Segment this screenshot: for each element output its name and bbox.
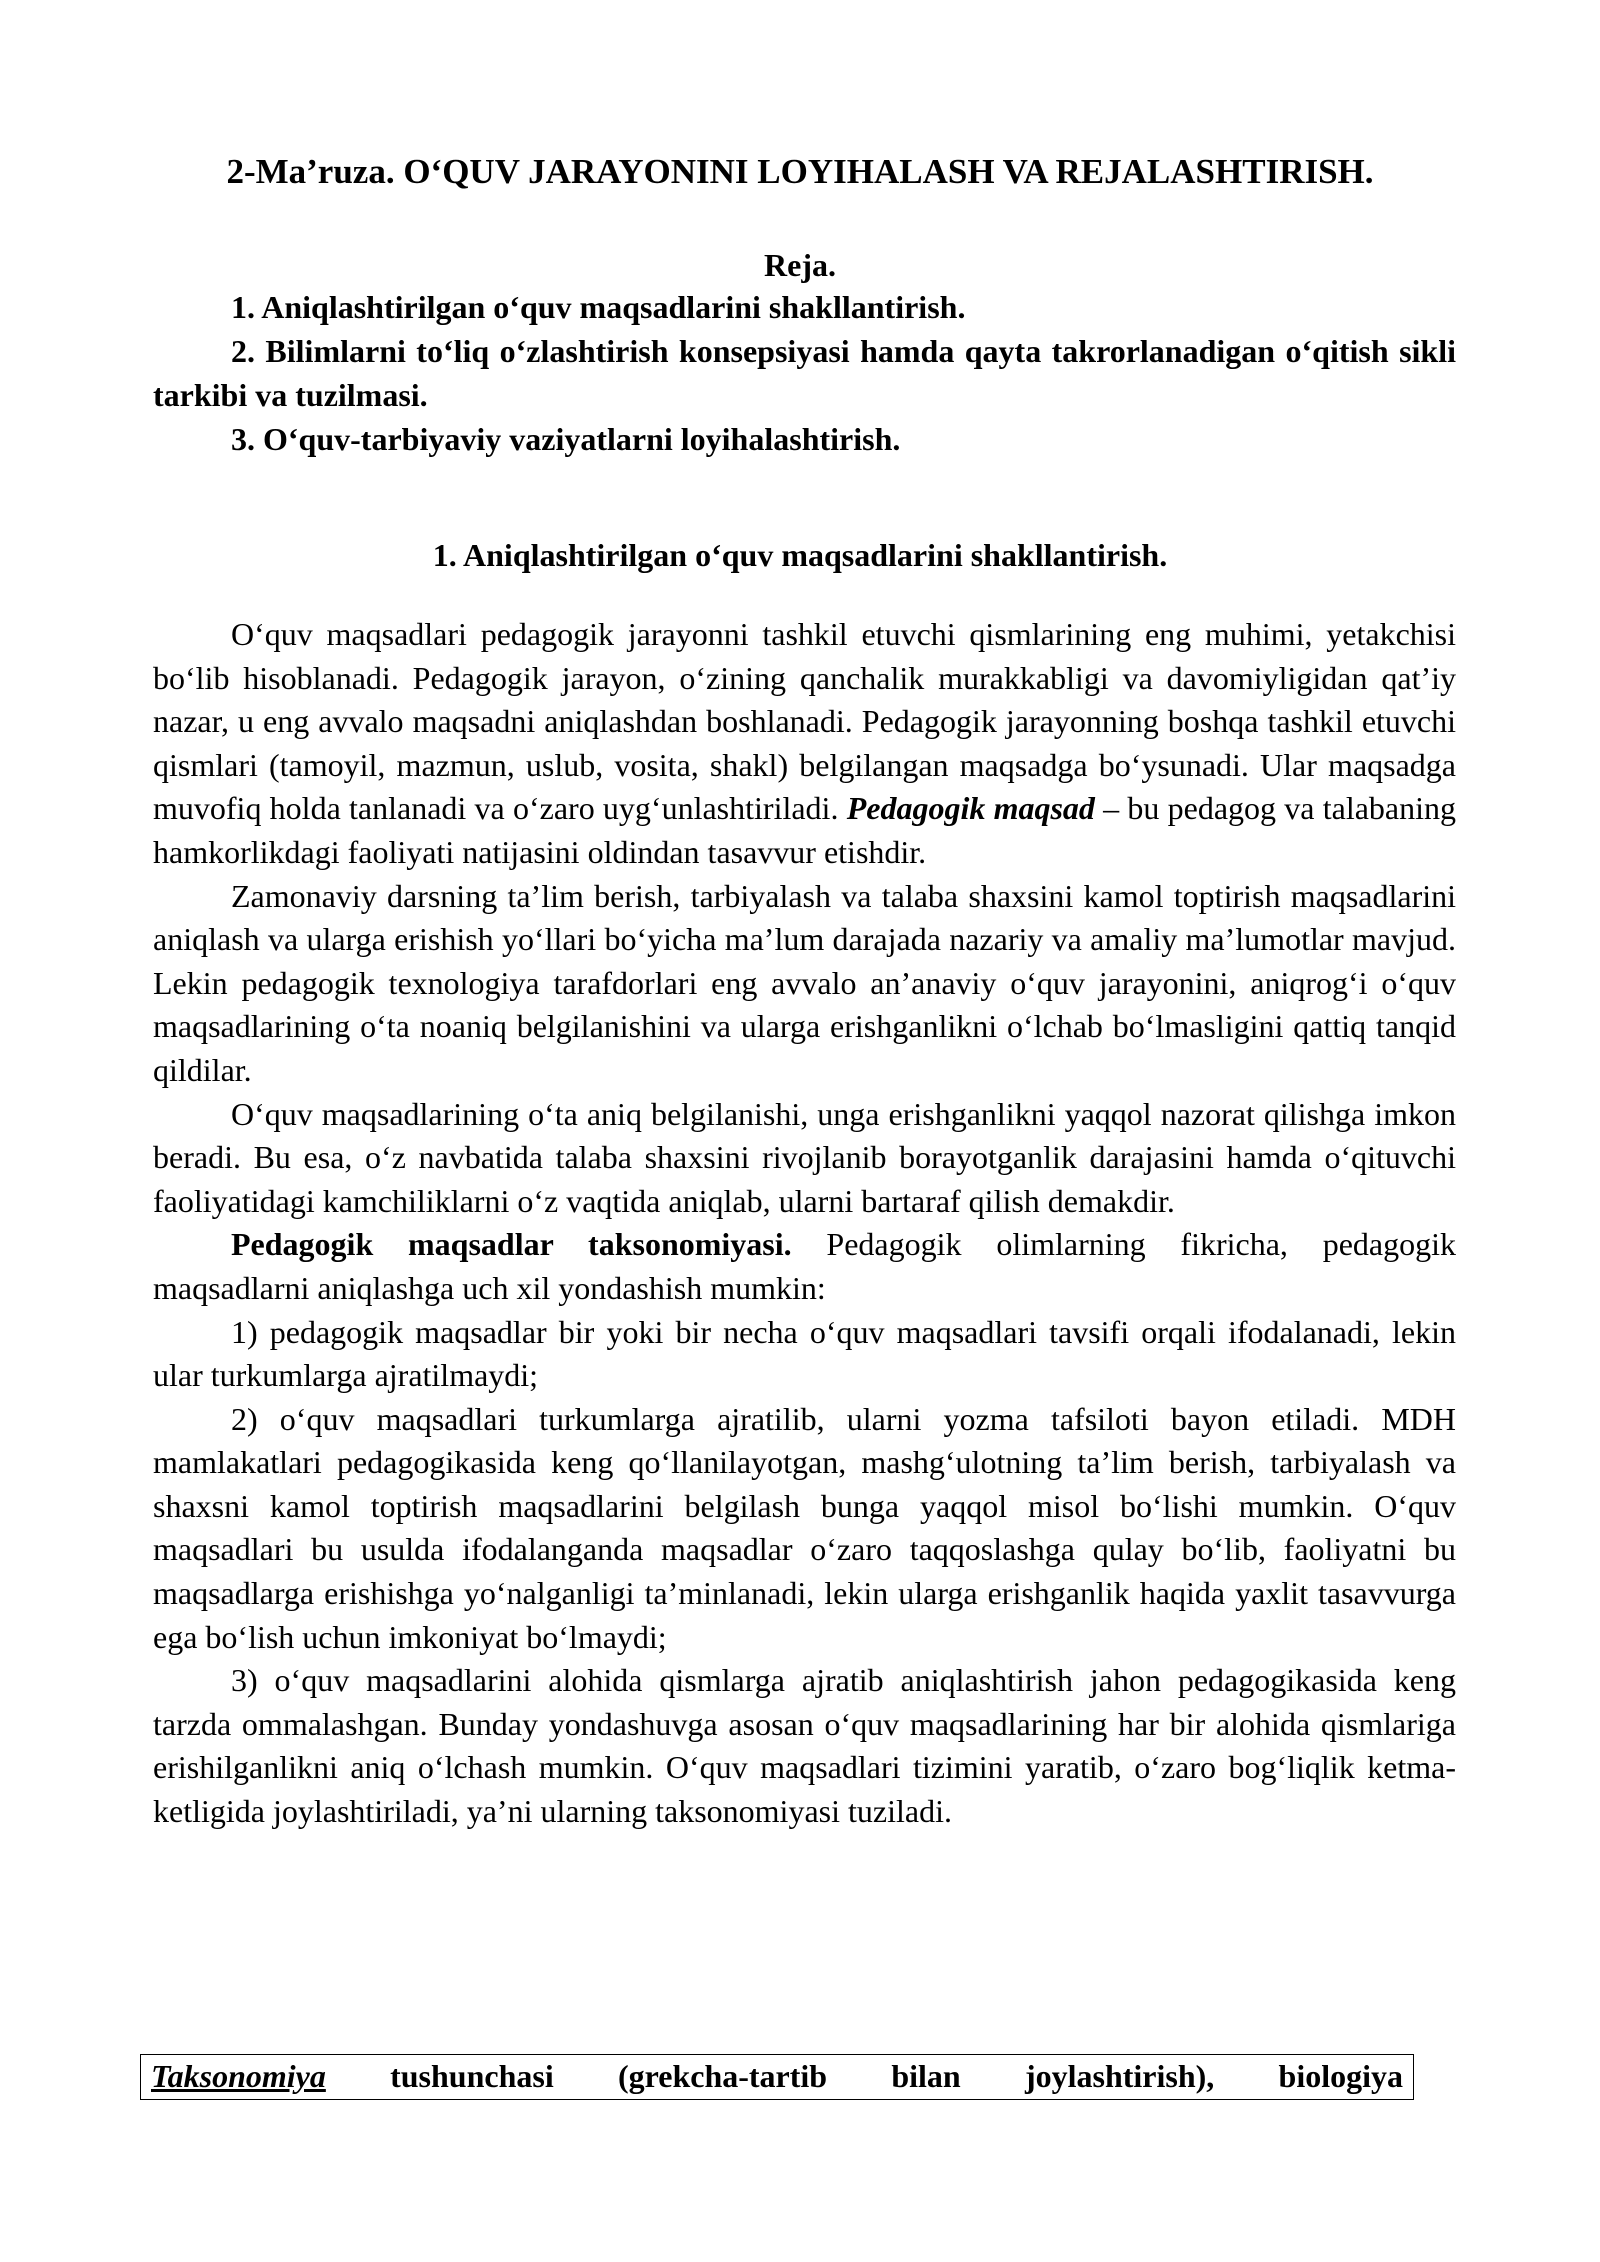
paragraph bbox=[153, 613, 1456, 875]
plan-item: 2. Bilimlarni to‘liq o‘zlashtirish konsepsiyasi hamda qayta takrorlanadigan o‘qitish sikli tarkibi va tuzilmasi. bbox=[153, 333, 1456, 413]
lecture-title: 2-Ma’ruza. O‘QUV JARAYONINI LOYIHALASH VA REJALASHTIRISH. bbox=[226, 152, 1374, 191]
plan-heading: Reja. bbox=[764, 247, 836, 283]
paragraph: 1) pedagogik maqsadlar bir yoki bir necha o‘quv maqsadlari tavsifi orqali ifodalanadi, lekin ular turkumlarga ajratilmaydi; bbox=[153, 1313, 1456, 1394]
boxed-definition bbox=[140, 2054, 1414, 2100]
plan-item: 1. Aniqlashtirilgan o‘quv maqsadlarini shakllantirish. bbox=[231, 289, 966, 325]
term-taksonomiya: Taksonomiya bbox=[151, 2058, 326, 2094]
plan-item: 3. O‘quv-tarbiyaviy vaziyatlarni loyihalashtirish. bbox=[231, 421, 901, 457]
paragraph bbox=[153, 1223, 1456, 1310]
paragraph: Zamonaviy darsning ta’lim berish, tarbiyalash va talaba shaxsini kamol toptirish maqsadlarini aniqlash va ularga erishish yo‘llari bo‘yicha ma’lum darajada nazariy va amaliy ma’lumotlar mavjud. Lekin pedagogik texnologiya tarafdorlari eng avvalo an’anaviy o‘quv jarayonini, aniqrog‘i o‘quv maqsadlarining o‘ta noaniq belgilanishini va ularga erishganlikni o‘lchab bo‘lmasligini qattiq tanqid qildilar. bbox=[153, 877, 1456, 1088]
paragraph-text: O‘quv maqsadlari pedagogik jarayonni tashkil etuvchi qismlarining eng muhimi, yetakchisi bo‘lib hisoblanadi. Pedagogik jarayon, o‘zining qanchalik murakkabligi va davomiyligidan qat’iy nazar, u eng avvalo maqsadni aniqlashdan boshlanadi. Pedagogik jarayonning boshqa tashkil etuvchi qismlari (tamoyil, mazmun, uslub, vosita, shakl) belgilangan maqsadga bo‘ysunadi. Ular maqsadga muvofiq holda tanlanadi va o‘zaro uyg‘unlashtiriladi. bbox=[153, 616, 1456, 827]
paragraph-text: Pedagogik olimlarning fikricha, pedagogik maqsadlarni aniqlashga uch xil yondashish mumkin: bbox=[153, 1226, 1457, 1306]
section-heading: 1. Aniqlashtirilgan o‘quv maqsadlarini shakllantirish. bbox=[432, 537, 1168, 573]
paragraph: 2) o‘quv maqsadlari turkumlarga ajratilib, ularni yozma tafsiloti bayon etiladi. MDH mamlakatlari pedagogikasida keng qo‘llanilayotgan, mashg‘ulotning ta’lim berish, tarbiyalash va shaxsni kamol toptirish maqsadlarini belgilash bunga yaqqol misol bo‘lishi mumkin. O‘quv maqsadlari bu usulda ifodalanganda maqsadlar o‘zaro taqqoslashga qulay bo‘lib, faoliyatni bu maqsadlarga erishishga yo‘nalganligi ta’minlanadi, lekin ularga erishganlik haqida yaxlit tasavvurga ega bo‘lish uchun imkoniyat bo‘lmaydi; bbox=[153, 1400, 1456, 1655]
paragraph-text: – bu pedagog va talabaning hamkorlikdagi faoliyati natijasini oldindan tasavvur etishdir. bbox=[153, 790, 1457, 870]
paragraph: O‘quv maqsadlarining o‘ta aniq belgilanishi, unga erishganlikni yaqqol nazorat qilishga imkon beradi. Bu esa, o‘z navbatida talaba shaxsini rivojlanib borayotganlik darajasini hamda o‘qituvchi faoliyatidagi kamchiliklarni o‘z vaqtida aniqlab, ularni bartaraf qilish demakdir. bbox=[153, 1095, 1456, 1219]
section-body bbox=[153, 613, 1456, 1834]
boxed-text: tushunchasi (grekcha-tartib bilan joylashtirish), biologiya bbox=[325, 2058, 1403, 2094]
paragraph: 3) o‘quv maqsadlarini alohida qismlarga ajratib aniqlashtirish jahon pedagogikasida keng tarzda ommalashgan. Bunday yondashuvga asosan o‘quv maqsadlarining har bir alohida qismlariga erishilganlikni aniq o‘lchash mumkin. O‘quv maqsadlari tizimini yaratib, o‘zaro bog‘liqlik ketma-ketligida joylashtiriladi, ya’ni ularning taksonomiyasi tuziladi. bbox=[153, 1662, 1456, 1830]
term-taksonomiya-heading: Pedagogik maqsadlar taksonomiyasi. bbox=[231, 1226, 792, 1263]
plan-list bbox=[153, 285, 1456, 461]
term-pedagogik-maqsad: Pedagogik maqsad bbox=[846, 790, 1095, 827]
